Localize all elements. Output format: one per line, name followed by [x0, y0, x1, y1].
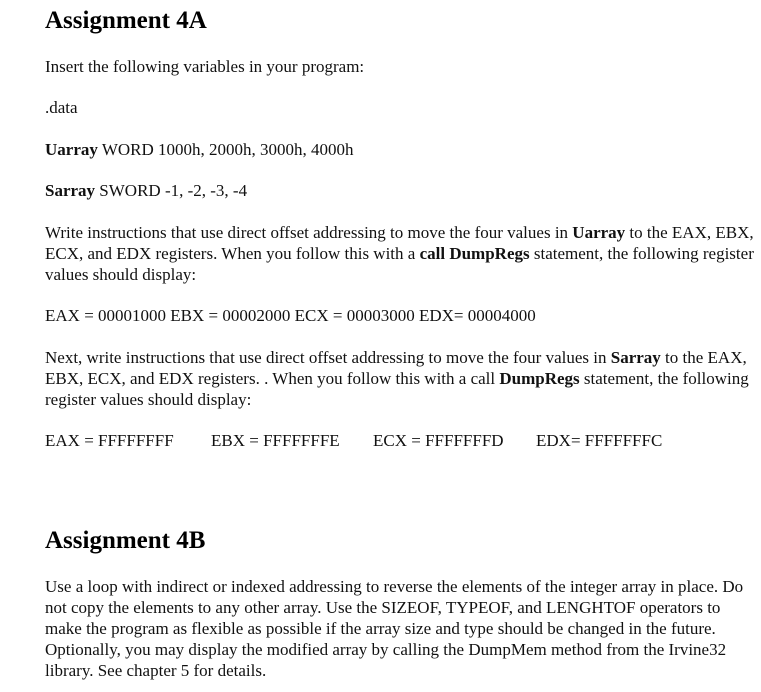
intro-text: Insert the following variables in your program: [45, 57, 365, 76]
assignment-4a-title: Assignment 4A [45, 7, 207, 34]
uarray-declaration [45, 139, 354, 160]
para2-bold-2: DumpRegs [499, 369, 580, 388]
sarray-declaration [45, 180, 247, 201]
uarray-values: WORD 1000h, 2000h, 3000h, 4000h [97, 140, 354, 159]
expected-output-1: EAX = 00001000 EBX = 00002000 ECX = 00003000 EDX= 00004000 [45, 306, 536, 325]
ebx-value: EBX = FFFFFFFE [211, 431, 340, 450]
instructions-paragraph-1 [45, 222, 757, 285]
para2-bold-1: Sarray [610, 348, 661, 367]
ecx-value: ECX = FFFFFFFD [373, 431, 504, 450]
para2-text-2: to the EAX, EBX, ECX, and EDX registers. . When you follow this with a call [45, 348, 747, 388]
sarray-values: SWORD -1, -2, -3, -4 [95, 181, 248, 200]
para1-text-3: statement, the following register values should display: [45, 244, 754, 284]
data-directive: .data [45, 98, 78, 117]
edx-value: EDX= FFFFFFFC [536, 431, 663, 450]
para1-text-1: Write instructions that use direct offset addressing to move the four values in [45, 223, 573, 242]
uarray-name: Uarray [45, 140, 98, 159]
assignment-4b-body: Use a loop with indirect or indexed addressing to reverse the elements of the integer array in place. Do not copy the elements to any other array. Use the SIZEOF, TYPEOF, and LENGHTOF operators to make the program as flexible as possible if the array size and type should be changed in the future. Optionally, you may display the modified array by calling the DumpMem method from the Irvine32 library. See chapter 5 for details. [45, 577, 744, 680]
para1-text-2: to the EAX, EBX, ECX, and EDX registers. When you follow this with a [45, 223, 754, 263]
para2-text-3: statement, the following register values should display: [45, 369, 749, 409]
para1-bold-1: Uarray [572, 223, 626, 242]
expected-output-2 [45, 430, 757, 451]
eax-value: EAX = FFFFFFFF [45, 431, 174, 450]
para2-text-1: Next, write instructions that use direct offset addressing to move the four values in [45, 348, 611, 367]
para1-bold-2: call DumpRegs [419, 244, 530, 263]
instructions-paragraph-2 [45, 347, 757, 410]
sarray-name: Sarray [45, 181, 96, 200]
assignment-4b-title: Assignment 4B [45, 527, 206, 554]
